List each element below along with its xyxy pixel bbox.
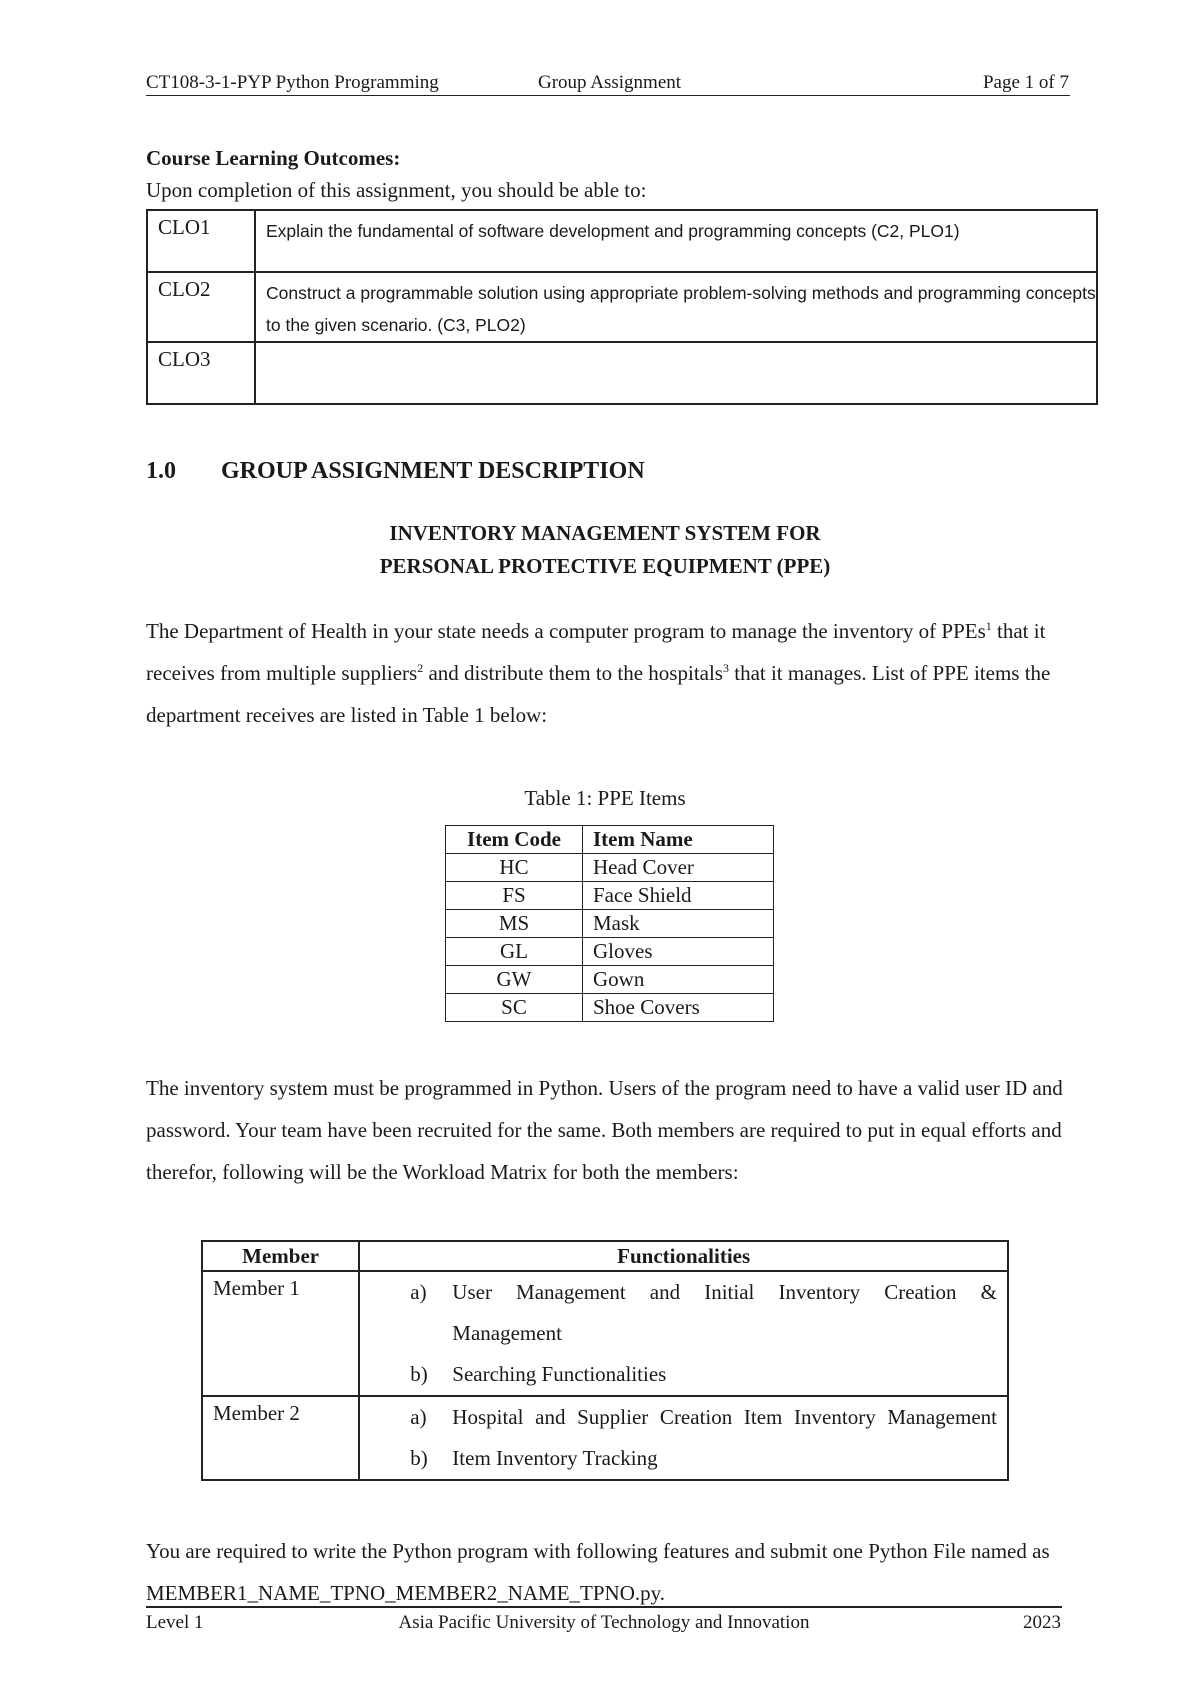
section-number: 1.0 (146, 458, 176, 484)
item-name: Gown (583, 966, 774, 994)
clo-table (146, 209, 1098, 405)
header-page-number: Page 1 of 7 (982, 72, 1069, 93)
clo-intro: Upon completion of this assignment, you should be able to: (146, 178, 647, 202)
table-row (147, 210, 1097, 272)
table-row (202, 1271, 1008, 1396)
list-item (372, 1397, 997, 1438)
table-row (202, 1396, 1008, 1480)
header-rule (146, 95, 1070, 96)
item-name: Head Cover (583, 854, 774, 882)
footnote-marker: 2 (417, 661, 424, 675)
clo-text (255, 342, 1097, 404)
table-row (446, 910, 774, 938)
item-name: Face Shield (583, 882, 774, 910)
table-row (446, 854, 774, 882)
clo-code: CLO3 (147, 342, 255, 404)
item-name: Gloves (583, 938, 774, 966)
table-row (147, 272, 1097, 342)
item-label: b) (410, 1362, 428, 1386)
table-row (446, 938, 774, 966)
member-name: Member 1 (202, 1271, 359, 1396)
footer-level: Level 1 (146, 1612, 204, 1633)
table-header-row (446, 826, 774, 854)
system-paragraph: The inventory system must be programmed in Python. Users of the program need to have a valid user ID and password. Your team have been recruited for the same. Both members are required to put in equal efforts and therefor, following will be the Workload Matrix for both the members: (146, 1076, 1063, 1184)
item-code: MS (446, 910, 583, 938)
item-text: Hospital and Supplier Creation Item Inventory Management (452, 1405, 997, 1429)
para-text: The Department of Health in your state needs a computer program to manage the inventory of PPEs (146, 619, 986, 643)
functionalities-cell (359, 1396, 1008, 1480)
para-text: that it receives from multiple suppliers (146, 619, 1046, 685)
clo-code: CLO2 (147, 272, 255, 342)
item-label: a) (410, 1405, 427, 1429)
item-code: SC (446, 994, 583, 1022)
item-text: Searching Functionalities (452, 1362, 667, 1386)
submission-paragraph: You are required to write the Python program with following features and submit one Python File named as MEMBER1_NAME_TPNO_MEMBER2_NAME_TPNO.py. (146, 1539, 1050, 1605)
section-title: GROUP ASSIGNMENT DESCRIPTION (221, 458, 645, 484)
workload-matrix-table (201, 1240, 1009, 1481)
table-row (147, 342, 1097, 404)
list-item (372, 1438, 997, 1479)
clo-text: Explain the fundamental of software development and programming concepts (C2, PLO1) (255, 210, 1097, 272)
item-code: FS (446, 882, 583, 910)
column-header: Item Name (583, 826, 774, 854)
item-code: HC (446, 854, 583, 882)
para-text: and distribute them to the hospitals (423, 661, 723, 685)
column-header: Functionalities (359, 1241, 1008, 1271)
column-header: Item Code (446, 826, 583, 854)
footer-year: 2023 (1023, 1612, 1061, 1633)
table1-caption: Table 1: PPE Items (524, 786, 686, 810)
clo-text: Construct a programmable solution using appropriate problem-solving methods and programming concepts to the given scenario. (C3, PLO2) (255, 272, 1097, 342)
para-text: that it manages. List of PPE items the department receives are listed in Table 1 below: (146, 661, 1051, 727)
subtitle-line-1: INVENTORY MANAGEMENT SYSTEM FOR (389, 521, 821, 545)
table-row (446, 882, 774, 910)
item-name: Mask (583, 910, 774, 938)
table-header-row (202, 1241, 1008, 1271)
footer-university: Asia Pacific University of Technology and Innovation (398, 1612, 810, 1633)
item-code: GW (446, 966, 583, 994)
clo-code: CLO1 (147, 210, 255, 272)
header-assignment: Group Assignment (538, 72, 682, 93)
subtitle-line-2: PERSONAL PROTECTIVE EQUIPMENT (PPE) (379, 554, 831, 578)
item-name: Shoe Covers (583, 994, 774, 1022)
footnote-marker: 3 (722, 661, 729, 675)
ppe-items-table (445, 825, 774, 1022)
table-row (446, 966, 774, 994)
column-header: Member (202, 1241, 359, 1271)
list-item (372, 1272, 997, 1354)
item-label: b) (410, 1446, 428, 1470)
member-name: Member 2 (202, 1396, 359, 1480)
list-item (372, 1354, 997, 1395)
functionalities-cell (359, 1271, 1008, 1396)
item-text: User Management and Initial Inventory Creation & Management (452, 1280, 997, 1345)
table-row (446, 994, 774, 1022)
item-code: GL (446, 938, 583, 966)
clo-title: Course Learning Outcomes: (146, 146, 401, 170)
header-course: CT108-3-1-PYP Python Programming (146, 72, 439, 93)
intro-paragraph (146, 610, 1066, 736)
footnote-marker: 1 (985, 619, 992, 633)
footer-rule (146, 1606, 1062, 1608)
item-label: a) (410, 1280, 427, 1304)
item-text: Item Inventory Tracking (452, 1446, 658, 1470)
